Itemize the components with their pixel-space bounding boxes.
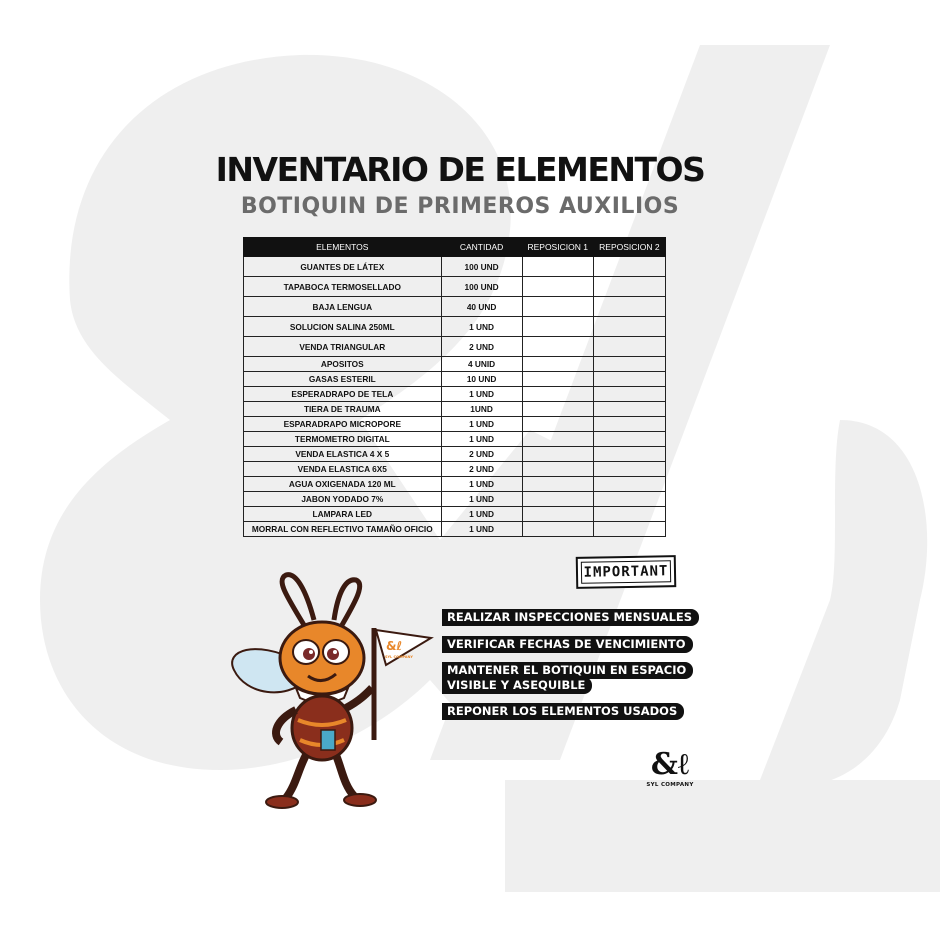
item-cell: GUANTES DE LÁTEX <box>244 257 442 277</box>
item-cell: LAMPARA LED <box>244 507 442 522</box>
table-row <box>244 447 666 462</box>
reposicion-2-cell <box>593 297 665 317</box>
column-header-reposicion-1: REPOSICION 1 <box>522 238 593 257</box>
reposicion-1-cell <box>522 432 593 447</box>
table-row <box>244 462 666 477</box>
reposicion-1-cell <box>522 477 593 492</box>
item-cell: ESPARADRAPO MICROPORE <box>244 417 442 432</box>
table-row <box>244 257 666 277</box>
item-cell: TIERA DE TRAUMA <box>244 402 442 417</box>
quantity-cell: 1UND <box>441 402 522 417</box>
item-cell: MORRAL CON REFLECTIVO TAMAÑO OFICIO <box>244 522 442 537</box>
reposicion-1-cell <box>522 507 593 522</box>
quantity-cell: 4 UNID <box>441 357 522 372</box>
column-header-reposicion-2: REPOSICION 2 <box>593 238 665 257</box>
item-cell: VENDA ELASTICA 4 X 5 <box>244 447 442 462</box>
table-row <box>244 387 666 402</box>
quantity-cell: 1 UND <box>441 507 522 522</box>
ant-mascot-icon <box>226 570 446 810</box>
table-row <box>244 477 666 492</box>
reposicion-2-cell <box>593 447 665 462</box>
reposicion-2-cell <box>593 507 665 522</box>
reposicion-2-cell <box>593 372 665 387</box>
note-inspecciones: REALIZAR INSPECCIONES MENSUALES <box>442 609 699 626</box>
quantity-cell: 1 UND <box>441 432 522 447</box>
table-row <box>244 402 666 417</box>
brand-logo <box>640 747 700 788</box>
item-cell: SOLUCION SALINA 250ML <box>244 317 442 337</box>
reposicion-2-cell <box>593 462 665 477</box>
reposicion-1-cell <box>522 417 593 432</box>
quantity-cell: 1 UND <box>441 492 522 507</box>
table-row <box>244 337 666 357</box>
quantity-cell: 1 UND <box>441 522 522 537</box>
reposicion-1-cell <box>522 387 593 402</box>
reposicion-1-cell <box>522 257 593 277</box>
reposicion-1-cell <box>522 357 593 372</box>
brand-name: SYL COMPANY <box>646 782 694 788</box>
reposicion-2-cell <box>593 477 665 492</box>
reposicion-2-cell <box>593 492 665 507</box>
table-row <box>244 417 666 432</box>
table-row <box>244 432 666 447</box>
reposicion-1-cell <box>522 317 593 337</box>
table-row <box>244 317 666 337</box>
reposicion-2-cell <box>593 432 665 447</box>
reposicion-1-cell <box>522 337 593 357</box>
note-mantener-line-1: MANTENER EL BOTIQUIN EN ESPACIO <box>442 662 693 679</box>
quantity-cell: 1 UND <box>441 317 522 337</box>
quantity-cell: 2 UND <box>441 447 522 462</box>
reposicion-2-cell <box>593 417 665 432</box>
item-cell: VENDA ELASTICA 6X5 <box>244 462 442 477</box>
reposicion-1-cell <box>522 462 593 477</box>
quantity-cell: 2 UND <box>441 462 522 477</box>
page-subtitle: BOTIQUIN DE PRIMEROS AUXILIOS <box>240 194 680 219</box>
quantity-cell: 100 UND <box>441 257 522 277</box>
item-cell: GASAS ESTERIL <box>244 372 442 387</box>
brand-logo-glyph: &ℓ <box>650 747 690 782</box>
reposicion-2-cell <box>593 402 665 417</box>
reposicion-2-cell <box>593 337 665 357</box>
quantity-cell: 10 UND <box>441 372 522 387</box>
reposicion-1-cell <box>522 492 593 507</box>
quantity-cell: 40 UND <box>441 297 522 317</box>
item-cell: JABON YODADO 7% <box>244 492 442 507</box>
inventory-table-body <box>244 257 666 537</box>
item-cell: AGUA OXIGENADA 120 ML <box>244 477 442 492</box>
table-row <box>244 297 666 317</box>
reposicion-1-cell <box>522 522 593 537</box>
quantity-cell: 100 UND <box>441 277 522 297</box>
item-cell: APOSITOS <box>244 357 442 372</box>
table-row <box>244 357 666 372</box>
reposicion-1-cell <box>522 447 593 462</box>
table-row <box>244 507 666 522</box>
flag-logo-glyph: &ℓ <box>386 639 403 653</box>
quantity-cell: 1 UND <box>441 477 522 492</box>
column-header-elementos: ELEMENTOS <box>244 238 442 257</box>
item-cell: VENDA TRIANGULAR <box>244 337 442 357</box>
table-row <box>244 277 666 297</box>
table-row <box>244 522 666 537</box>
item-cell: TERMOMETRO DIGITAL <box>244 432 442 447</box>
item-cell: TAPABOCA TERMOSELLADO <box>244 277 442 297</box>
reposicion-2-cell <box>593 277 665 297</box>
quantity-cell: 1 UND <box>441 387 522 402</box>
note-reponer: REPONER LOS ELEMENTOS USADOS <box>442 703 684 720</box>
reposicion-2-cell <box>593 317 665 337</box>
table-header-row <box>244 238 666 257</box>
item-cell: ESPERADRAPO DE TELA <box>244 387 442 402</box>
important-stamp: IMPORTANT <box>576 555 677 589</box>
reposicion-2-cell <box>593 522 665 537</box>
reposicion-2-cell <box>593 387 665 402</box>
table-row <box>244 492 666 507</box>
reposicion-1-cell <box>522 402 593 417</box>
reposicion-2-cell <box>593 257 665 277</box>
reposicion-1-cell <box>522 277 593 297</box>
item-cell: BAJA LENGUA <box>244 297 442 317</box>
inventory-table <box>243 237 666 537</box>
table-row <box>244 372 666 387</box>
page-title: INVENTARIO DE ELEMENTOS <box>215 150 705 189</box>
quantity-cell: 1 UND <box>441 417 522 432</box>
flag-brand-text: SYL COMPANY <box>385 655 413 659</box>
reposicion-2-cell <box>593 357 665 372</box>
column-header-cantidad: CANTIDAD <box>441 238 522 257</box>
reposicion-1-cell <box>522 372 593 387</box>
note-mantener-line-2: VISIBLE Y ASEQUIBLE <box>442 677 592 694</box>
quantity-cell: 2 UND <box>441 337 522 357</box>
reposicion-1-cell <box>522 297 593 317</box>
note-vencimiento: VERIFICAR FECHAS DE VENCIMIENTO <box>442 636 693 653</box>
